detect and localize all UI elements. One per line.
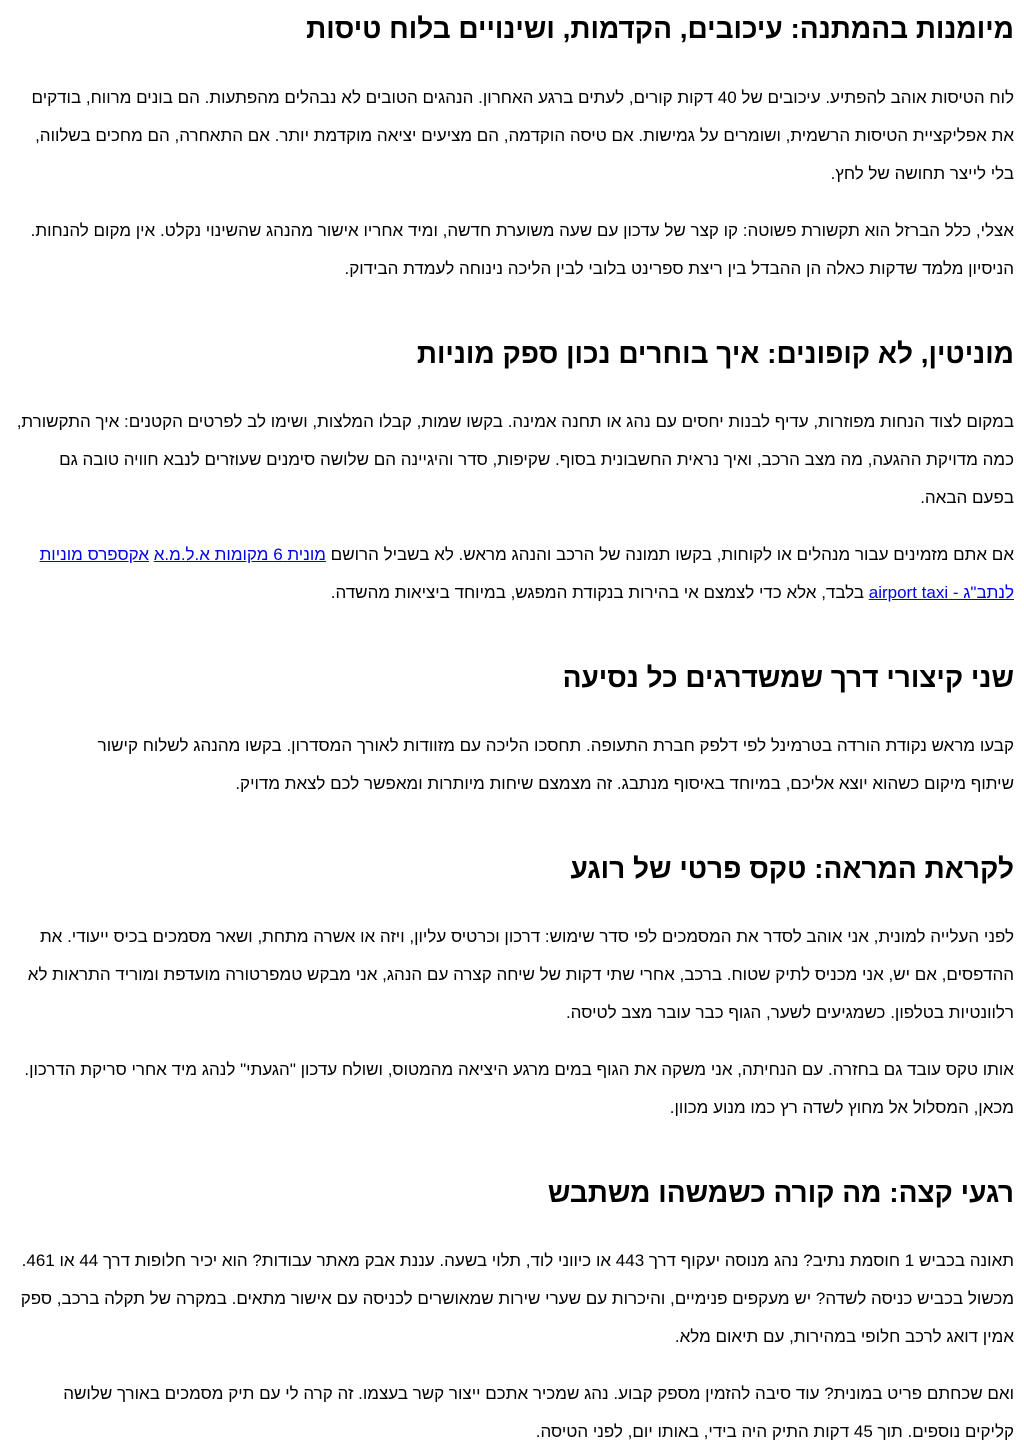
link-airport-taxi[interactable]: אקספרס מוניות לנתב"ג - airport taxi bbox=[39, 545, 1014, 602]
paragraph: לפני העלייה למונית, אני אוהב לסדר את המסמכים לפי סדר שימוש: דרכון וכרטיס עליון, ויזה או אשרה מתחת, ושאר מסמכים בכיס ייעודי. את ההדפסים, אם יש, אני מכניס לתיק שטוח. ברכב, אחרי שתי דקות של שיחה קצרה עם הנהג, אני מבקש טמפרטורה מועדפת ומוריד התראות לא רלוונטיות בטלפון. כשמגיעים לשער, הגוף כבר עובר מצב לטיסה. bbox=[27, 927, 1014, 1022]
section-heading: רגעי קצה: מה קורה כשמשהו משתבש bbox=[547, 1177, 1014, 1208]
section-pre-flight-ritual bbox=[14, 853, 1014, 1127]
link-six-seat-taxi[interactable]: מונית 6 מקומות א.ל.מ.א bbox=[153, 545, 326, 564]
paragraph: קבעו מראש נקודת הורדה בטרמינל לפי דלפק חברת התעופה. תחסכו הליכה עם מזוודות לאורך המסדרון. בקשו מהנהג לשלוח קישור שיתוף מיקום כשהוא יוצא אליכם, במיוחד באיסוף מנתבג. זה מצמצם שיחות מיותרות ומאפשר לכם לצאת מדויק. bbox=[97, 736, 1014, 793]
section-heading: לקראת המראה: טקס פרטי של רוגע bbox=[570, 853, 1014, 884]
section-heading: מוניטין, לא קופונים: איך בוחרים נכון ספק מוניות bbox=[416, 338, 1014, 369]
section-choosing-taxi bbox=[14, 338, 1014, 612]
section-edge-cases bbox=[14, 1177, 1014, 1451]
section-heading: מיומנות בהמתנה: עיכובים, הקדמות, ושינויים בלוח טיסות bbox=[306, 13, 1014, 44]
paragraph: ואם שכחתם פריט במונית? עוד סיבה להזמין מספק קבוע. נהג שמכיר אתכם ייצור קשר בעצמו. זה קרה לי עם תיק מסמכים באורך שלושה קליקים נוספים. תוך 45 דקות התיק היה בידי, באותו יום, לפני הטיסה. bbox=[63, 1384, 1014, 1441]
section-heading: שני קיצורי דרך שמשדרגים כל נסיעה bbox=[562, 662, 1014, 693]
paragraph: במקום לצוד הנחות מפוזרות, עדיף לבנות יחסים עם נהג או תחנה אמינה. בקשו שמות, קבלו המלצות, ושימו לב לפרטים הקטנים: איך התקשורת, כמה מדויקת ההגעה, מה מצב הרכב, ואיך נראית החשבונית בסוף. שקיפות, סדר והיגיינה הם שלושה סימנים שעוזרים לנבא חוויה טובה גם בפעם הבאה. bbox=[16, 412, 1014, 507]
paragraph: לוח הטיסות אוהב להפתיע. עיכובים של 40 דקות קורים, לעתים ברגע האחרון. הנהגים הטובים לא נבהלים מהפתעות. הם בונים מרווח, בודקים את אפליקציית הטיסות הרשמית, ושומרים על גמישות. אם טיסה הוקדמה, הם מציעים יציאה מוקדמת יותר. אם התאחרה, הם מחכים בשלווה, בלי לייצר תחושה של לחץ. bbox=[31, 88, 1014, 183]
paragraph-text: אם אתם מזמינים עבור מנהלים או לקוחות, בקשו תמונה של הרכב והנהג מראש. לא בשביל הרושם bbox=[325, 545, 1014, 564]
paragraph-text: בלבד, אלא כדי לצמצם אי בהירות בנקודת המפגש, במיוחד ביציאות מהשדה. bbox=[330, 583, 869, 602]
section-shortcuts bbox=[14, 662, 1014, 803]
paragraph-with-links bbox=[14, 536, 1014, 612]
paragraph: תאונה בכביש 1 חוסמת נתיב? נהג מנוסה יעקוף דרך 443 או כיווני לוד, תלוי בשעה. עננת אבק מאתר עבודות? הוא יכיר חלופות דרך 44 או 461. מכשול בכביש כניסה לשדה? יש מעקפים פנימיים, והיכרות עם שערי שירות שמאושרים לכניסה עם אישור מתאים. במקרה של תקלה ברכב, ספק אמין דואג לרכב חלופי במהירות, עם תיאום מלא. bbox=[20, 1251, 1014, 1346]
paragraph: אותו טקס עובד גם בחזרה. עם הנחיתה, אני משקה את הגוף במים מרגע היציאה מהמטוס, ושולח עדכון "הגעתי" לנהג מיד אחרי סריקת הדרכון. מכאן, המסלול אל מחוץ לשדה רץ כמו מנוע מכוון. bbox=[24, 1060, 1014, 1117]
paragraph: אצלי, כלל הברזל הוא תקשורת פשוטה: קו קצר של עדכון עם שעה משוערת חדשה, ומיד אחריו אישור מהנהג שהשינוי נקלט. אין מקום להנחות. הניסיון מלמד שדקות כאלה הן ההבדל בין ריצת ספרינט בלובי לבין הליכה נינוחה לעמדת הבידוק. bbox=[30, 221, 1014, 278]
section-flight-changes bbox=[14, 13, 1014, 288]
